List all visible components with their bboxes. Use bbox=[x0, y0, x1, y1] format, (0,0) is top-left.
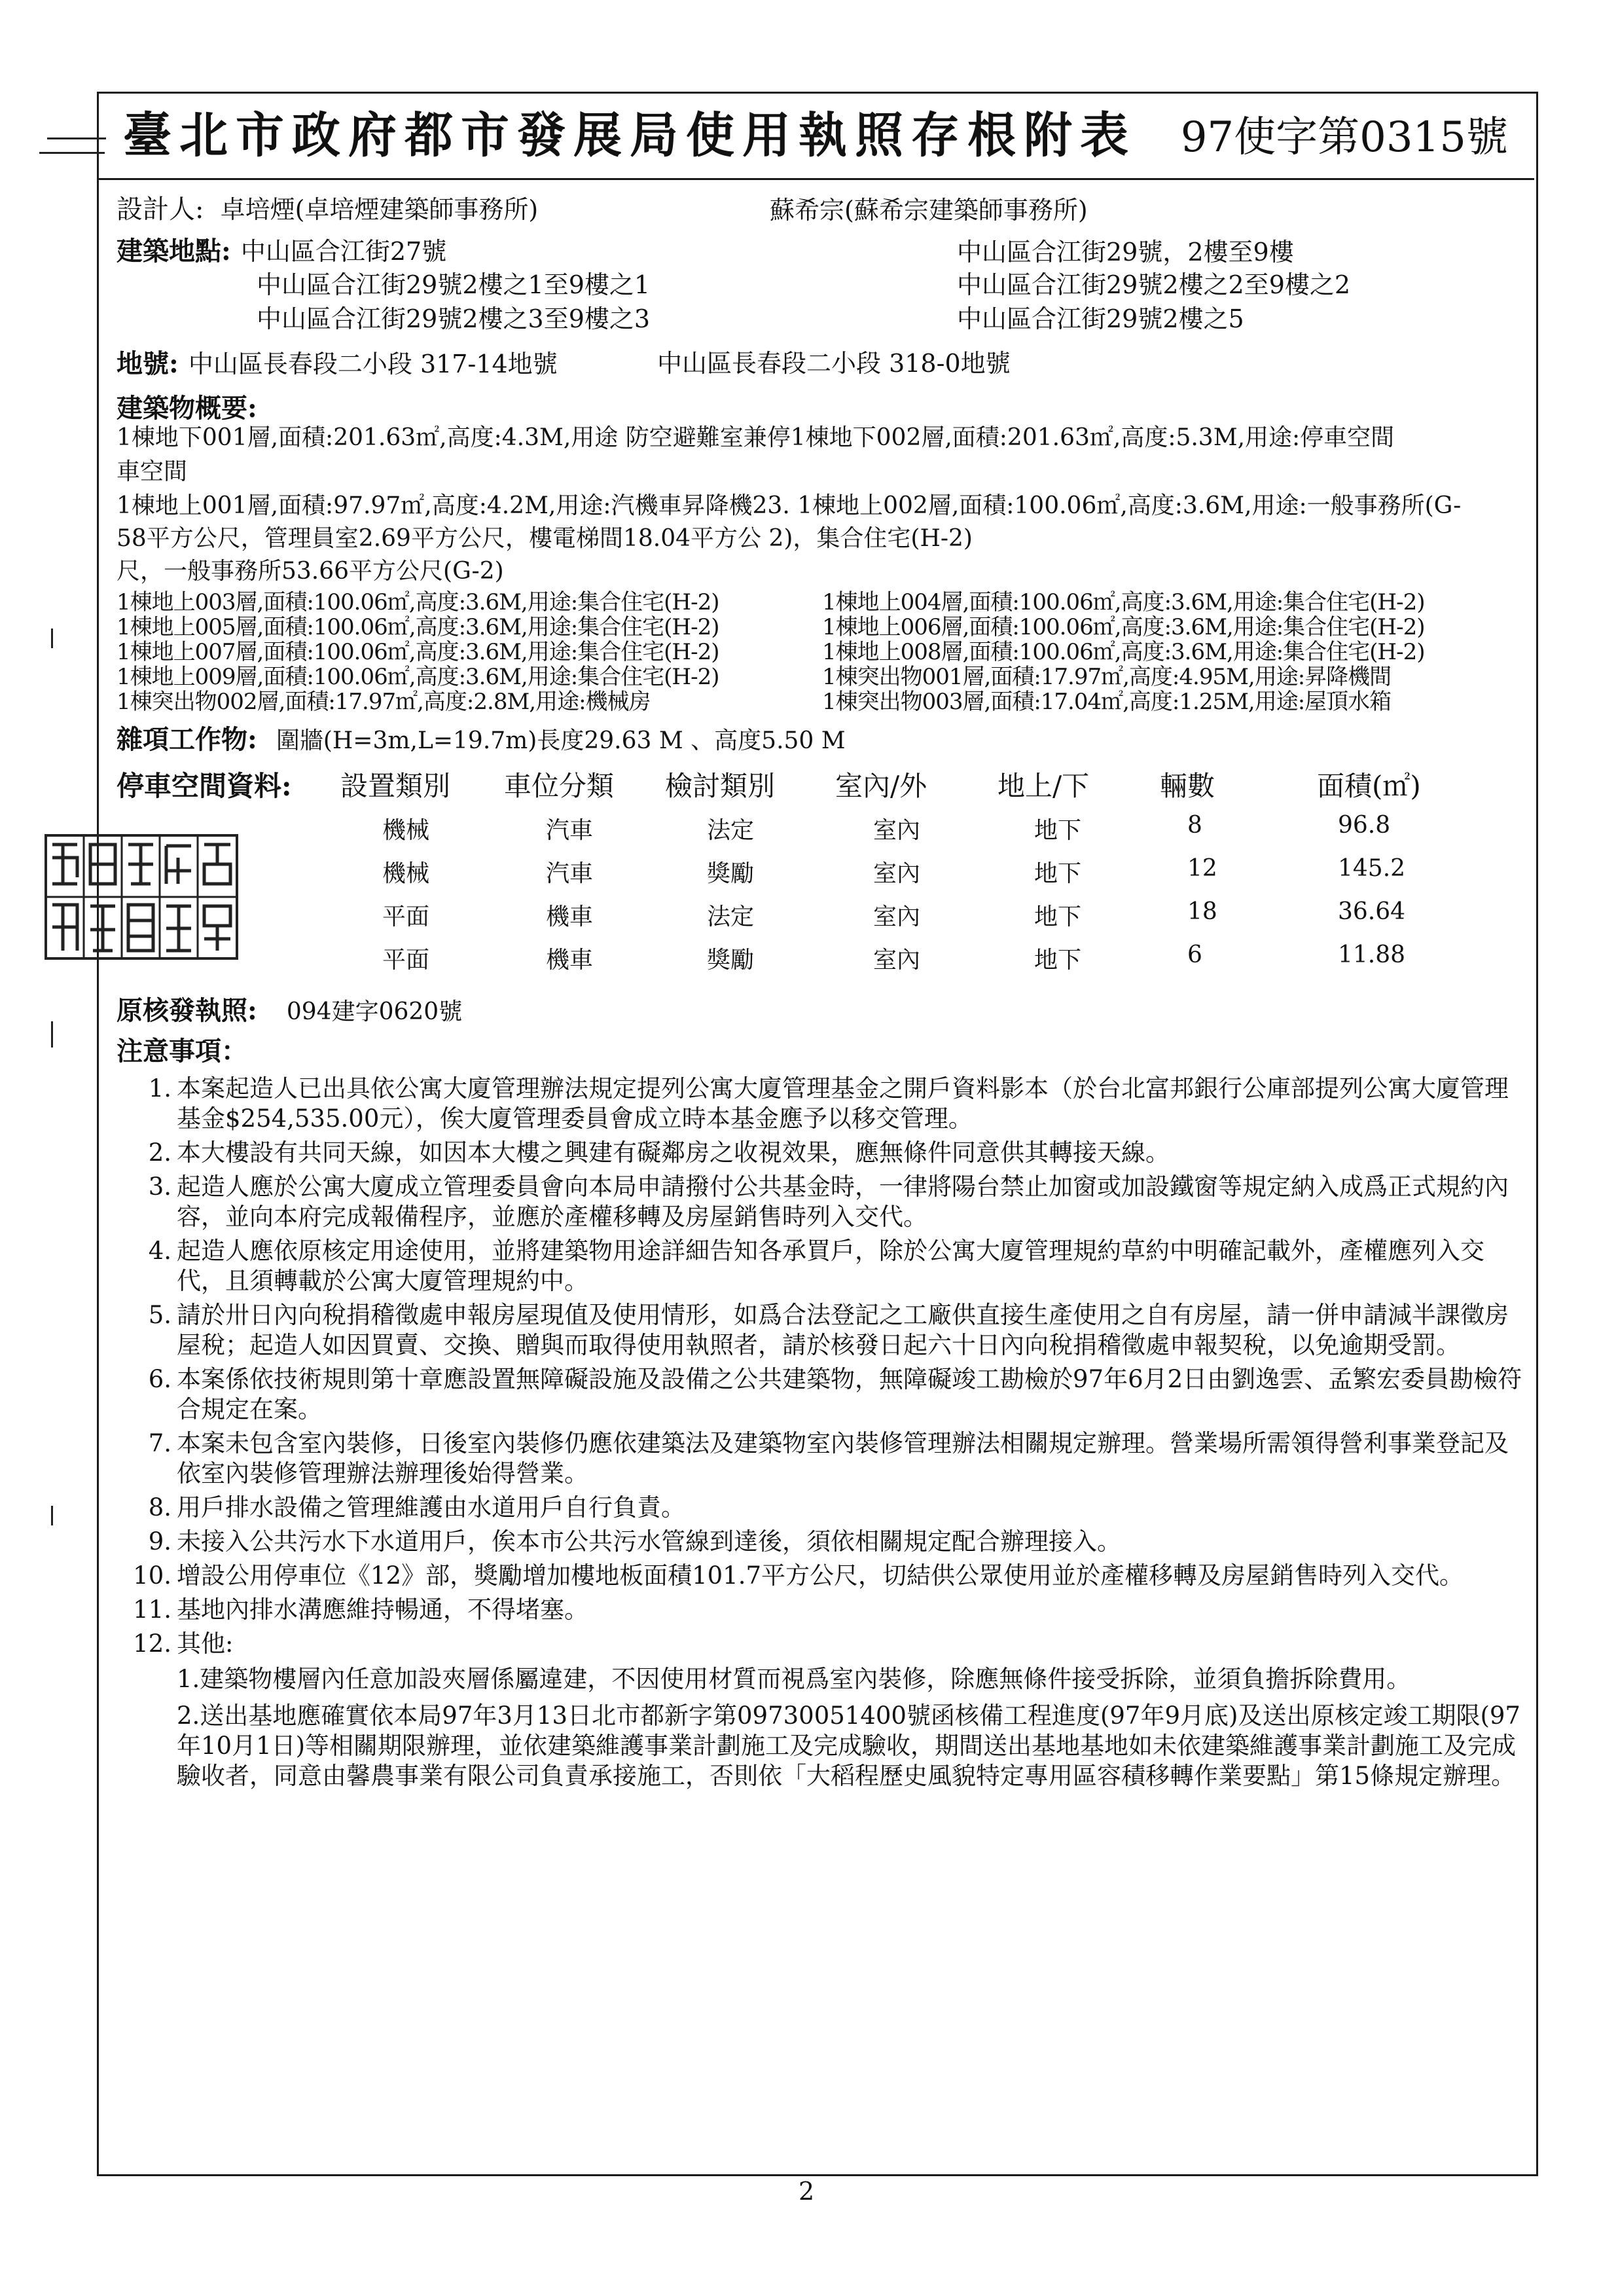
list-item bbox=[131, 1236, 1525, 1296]
floor-entry: 1棟突出物003層,面積:17.04㎡,高度:1.25M,用途:屋頂水箱 bbox=[822, 689, 1392, 715]
note-number: 5. bbox=[148, 1301, 171, 1329]
lot-row bbox=[117, 343, 558, 380]
site-label: 建築地點: bbox=[117, 236, 231, 266]
table-cell: 145.2 bbox=[1338, 855, 1406, 882]
misc-value: 圍牆(H=3m,L=19.7m)長度29.63 M 、高度5.50 M bbox=[276, 727, 846, 754]
note-text: 未接入公共污水下水道用戶，俟本市公共污水管線到達後，須依相關規定配合辦理接入。 bbox=[177, 1527, 1121, 1556]
list-item bbox=[131, 1364, 1525, 1425]
table-cell: 8 bbox=[1187, 812, 1202, 839]
note-number: 9. bbox=[148, 1527, 171, 1556]
permit-number: 97使字第0315號 bbox=[1180, 113, 1508, 162]
site-address-3: 中山區合江街29號2樓之1至9樓之1 bbox=[257, 270, 651, 299]
list-item bbox=[131, 1172, 1525, 1232]
note-number: 11. bbox=[133, 1595, 171, 1624]
parking-header: 檢討類別 bbox=[665, 770, 776, 802]
designer-row bbox=[117, 189, 538, 226]
parking-header: 設置類別 bbox=[340, 770, 451, 802]
original-permit-row bbox=[117, 990, 462, 1027]
list-item bbox=[131, 1300, 1525, 1360]
parking-header: 面積(㎡) bbox=[1317, 770, 1421, 802]
table-cell: 6 bbox=[1187, 941, 1202, 968]
note-text: 起造人應於公寓大廈成立管理委員會向本局申請撥付公共基金時，一律將陽台禁止加窗或加設鐵窗等規定納入成爲正式規約內容，並向本府完成報備程序，並應於產權移轉及房屋銷售時列入交代。 bbox=[177, 1173, 1509, 1231]
original-permit-label: 原核發執照: bbox=[117, 995, 257, 1026]
parking-label: 停車空間資料: bbox=[117, 770, 292, 802]
site-address-2: 中山區合江街29號，2樓至9樓 bbox=[957, 238, 1294, 266]
binding-mark bbox=[39, 152, 105, 154]
site-address-6: 中山區合江街29號2樓之5 bbox=[957, 304, 1244, 333]
table-cell: 室內 bbox=[872, 860, 920, 887]
lot-number-1: 中山區長春段二小段 317-14地號 bbox=[188, 350, 558, 378]
lot-number-2: 中山區長春段二小段 318-0地號 bbox=[657, 349, 1011, 378]
note-text: 本案係依技術規則第十章應設置無障礙設施及設備之公共建築物，無障礙竣工勘檢於97年6月2日由劉逸雲、孟繁宏委員勘檢符合規定在案。 bbox=[177, 1365, 1522, 1423]
binding-mark bbox=[47, 137, 106, 139]
list-item bbox=[131, 1138, 1525, 1168]
table-cell: 法定 bbox=[706, 903, 754, 930]
site-address-5: 中山區合江街29號2樓之3至9樓之3 bbox=[257, 304, 651, 333]
table-cell: 地下 bbox=[1034, 817, 1081, 844]
note-number: 12. bbox=[133, 1630, 171, 1658]
parking-header: 輛數 bbox=[1160, 770, 1215, 802]
note-number: 2. bbox=[148, 1139, 171, 1167]
note-text: 起造人應依原核定用途使用，並將建築物用途詳細告知各承買戶，除於公寓大廈管理規約草約中明確記載外，產權應列入交代，且須轉載於公寓大廈管理規約中。 bbox=[177, 1237, 1484, 1295]
note-text: 基地內排水溝應維持暢通，不得堵塞。 bbox=[177, 1595, 588, 1624]
notes-list bbox=[131, 1074, 1525, 1798]
sub-item: 1.建築物樓層內任意加設夾層係屬違建，不因使用材質而視爲室內裝修，除應無條件接受拆除，並須負擔拆除費用。 bbox=[177, 1665, 1411, 1693]
note-text: 本大樓設有共同天線，如因本大樓之興建有礙鄰房之收視效果，應無條件同意供其轉接天線。 bbox=[177, 1139, 1170, 1167]
table-cell: 平面 bbox=[382, 947, 429, 974]
parking-header: 地上/下 bbox=[998, 770, 1090, 802]
building-label: 建築物概要: bbox=[117, 393, 257, 424]
building-line: 1棟地下001層,面積:201.63㎡,高度:4.3M,用途 防空避難室兼停1棟地下002層,面積:201.63㎡,高度:5.3M,用途:停車空間 bbox=[117, 424, 1395, 451]
note-text: 增設公用停車位《12》部，獎勵增加樓地板面積101.7平方公尺，切結供公眾使用並於產權移轉及房屋銷售時列入交代。 bbox=[177, 1561, 1464, 1590]
floor-entry: 1棟地上006層,面積:100.06㎡,高度:3.6M,用途:集合住宅(H-2) bbox=[822, 614, 1425, 640]
list-item bbox=[131, 1429, 1525, 1489]
table-cell: 平面 bbox=[382, 903, 429, 930]
table-cell: 獎勵 bbox=[706, 860, 754, 887]
list-item bbox=[131, 1629, 1525, 1659]
note-text: 用戶排水設備之管理維護由水道用戶自行負責。 bbox=[177, 1493, 685, 1522]
designer-name-2: 蘇希宗(蘇希宗建築師事務所) bbox=[770, 196, 1088, 225]
floor-entry: 1棟突出物002層,面積:17.97㎡,高度:2.8M,用途:機械房 bbox=[117, 689, 651, 715]
note-text: 本案起造人已出具依公寓大廈管理辦法規定提列公寓大廈管理基金之開戶資料影本（於台北富邦銀行公庫部提列公寓大廈管理基金$254,535.00元），俟大廈管理委員會成立時本基金應予以移交管理。 bbox=[177, 1074, 1509, 1133]
building-line: 1棟地上001層,面積:97.97㎡,高度:4.2M,用途:汽機車昇降機23. 1棟地上002層,面積:100.06㎡,高度:3.6M,用途:一般事務所(G- bbox=[117, 492, 1462, 519]
list-item bbox=[131, 1074, 1525, 1134]
table-cell: 室內 bbox=[872, 947, 920, 974]
site-address-1: 中山區合江街27號 bbox=[240, 237, 447, 266]
note-text: 本案未包含室內裝修，日後室內裝修仍應依建築法及建築物室內裝修管理辦法相關規定辦理。營業場所需領得營利事業登記及依室內裝修管理辦法辦理後始得營業。 bbox=[177, 1429, 1509, 1487]
table-cell: 機車 bbox=[545, 947, 593, 974]
table-cell: 96.8 bbox=[1338, 812, 1391, 839]
misc-row bbox=[117, 719, 846, 756]
building-line: 58平方公尺，管理員室2.69平方公尺，樓電梯間18.04平方公 2)，集合住宅(H-2) bbox=[117, 525, 973, 552]
notes-label: 注意事項： bbox=[117, 1036, 247, 1066]
note-number: 8. bbox=[148, 1493, 171, 1522]
table-cell: 汽車 bbox=[545, 860, 593, 887]
table-cell: 機械 bbox=[382, 860, 429, 887]
list-item bbox=[131, 1595, 1525, 1625]
lot-label: 地號: bbox=[117, 348, 179, 379]
table-cell: 汽車 bbox=[545, 817, 593, 844]
table-cell: 地下 bbox=[1034, 860, 1081, 887]
table-cell: 18 bbox=[1187, 898, 1217, 925]
table-cell: 機車 bbox=[545, 903, 593, 930]
sub-item: 2.送出基地應確實依本局97年3月13日北市都新字第09730051400號函核備工程進度(97年9月底)及送出原核定竣工期限(97年10月1日)等相關期限辦理，並依建築維護事業計劃施工及完成驗收，期間送出基地基地如未依建築維護事業計劃施工及完成驗收者，同意由馨農事業有限公司負責承接施工，否則依「大稻程歷史風貌特定專用區容積移轉作業要點」第15條規定辦理。 bbox=[177, 1702, 1520, 1790]
binding-mark bbox=[51, 629, 53, 648]
table-cell: 法定 bbox=[706, 817, 754, 844]
designer-name-1: 卓培煙(卓培煙建築師事務所) bbox=[220, 195, 539, 224]
note-text: 請於卅日內向稅捐稽徵處申報房屋現值及使用情形，如爲合法登記之工廠供直接生產使用之自有房屋，請一併申請減半課徵房屋稅；起造人如因買賣、交換、贈與而取得使用執照者，請於核發日起六十日內向稅捐稽徵處申報契稅，以免逾期受罰。 bbox=[177, 1301, 1509, 1359]
official-seal-stamp bbox=[43, 831, 240, 962]
note-number: 3. bbox=[148, 1173, 171, 1201]
note-text: 其他: bbox=[177, 1630, 234, 1658]
list-item bbox=[131, 1493, 1525, 1523]
site-row bbox=[117, 230, 446, 268]
parking-header: 室內/外 bbox=[835, 770, 927, 802]
floor-entry: 1棟地上004層,面積:100.06㎡,高度:3.6M,用途:集合住宅(H-2) bbox=[822, 589, 1425, 615]
table-cell: 室內 bbox=[872, 903, 920, 930]
building-line: 車空間 bbox=[117, 458, 188, 485]
list-item bbox=[131, 1527, 1525, 1557]
page-number: 2 bbox=[799, 2177, 815, 2206]
binding-mark bbox=[51, 1506, 53, 1525]
list-item bbox=[131, 1561, 1525, 1591]
table-cell: 獎勵 bbox=[706, 947, 754, 974]
floor-entry: 1棟地上005層,面積:100.06㎡,高度:3.6M,用途:集合住宅(H-2) bbox=[117, 614, 719, 640]
floor-entry: 1棟地上009層,面積:100.06㎡,高度:3.6M,用途:集合住宅(H-2) bbox=[117, 664, 719, 690]
site-address-4: 中山區合江街29號2樓之2至9樓之2 bbox=[957, 270, 1351, 299]
table-cell: 室內 bbox=[872, 817, 920, 844]
table-cell: 11.88 bbox=[1338, 941, 1406, 968]
building-line: 尺，一般事務所53.66平方公尺(G-2) bbox=[117, 558, 504, 585]
note-number: 7. bbox=[148, 1429, 171, 1457]
note-number: 10. bbox=[133, 1561, 171, 1590]
designer-label: 設計人: bbox=[117, 194, 204, 225]
floor-entry: 1棟地上008層,面積:100.06㎡,高度:3.6M,用途:集合住宅(H-2) bbox=[822, 639, 1425, 665]
page-title: 臺北市政府都市發展局使用執照存根附表 bbox=[123, 107, 1136, 164]
table-cell: 12 bbox=[1187, 855, 1217, 882]
table-cell: 36.64 bbox=[1338, 898, 1406, 925]
table-cell: 機械 bbox=[382, 817, 429, 844]
table-cell: 地下 bbox=[1034, 947, 1081, 974]
parking-header: 車位分類 bbox=[504, 770, 615, 802]
floor-entry: 1棟地上003層,面積:100.06㎡,高度:3.6M,用途:集合住宅(H-2) bbox=[117, 589, 719, 615]
note-number: 4. bbox=[148, 1237, 171, 1265]
floor-entry: 1棟突出物001層,面積:17.97㎡,高度:4.95M,用途:昇降機間 bbox=[822, 664, 1392, 690]
floor-entry: 1棟地上007層,面積:100.06㎡,高度:3.6M,用途:集合住宅(H-2) bbox=[117, 639, 719, 665]
original-permit-value: 094建字0620號 bbox=[286, 998, 463, 1025]
binding-mark bbox=[51, 1021, 53, 1048]
misc-label: 雜項工作物: bbox=[117, 724, 257, 755]
title-bar bbox=[97, 92, 1534, 180]
table-cell: 地下 bbox=[1034, 903, 1081, 930]
note-number: 1. bbox=[148, 1074, 171, 1102]
note-number: 6. bbox=[148, 1365, 171, 1393]
